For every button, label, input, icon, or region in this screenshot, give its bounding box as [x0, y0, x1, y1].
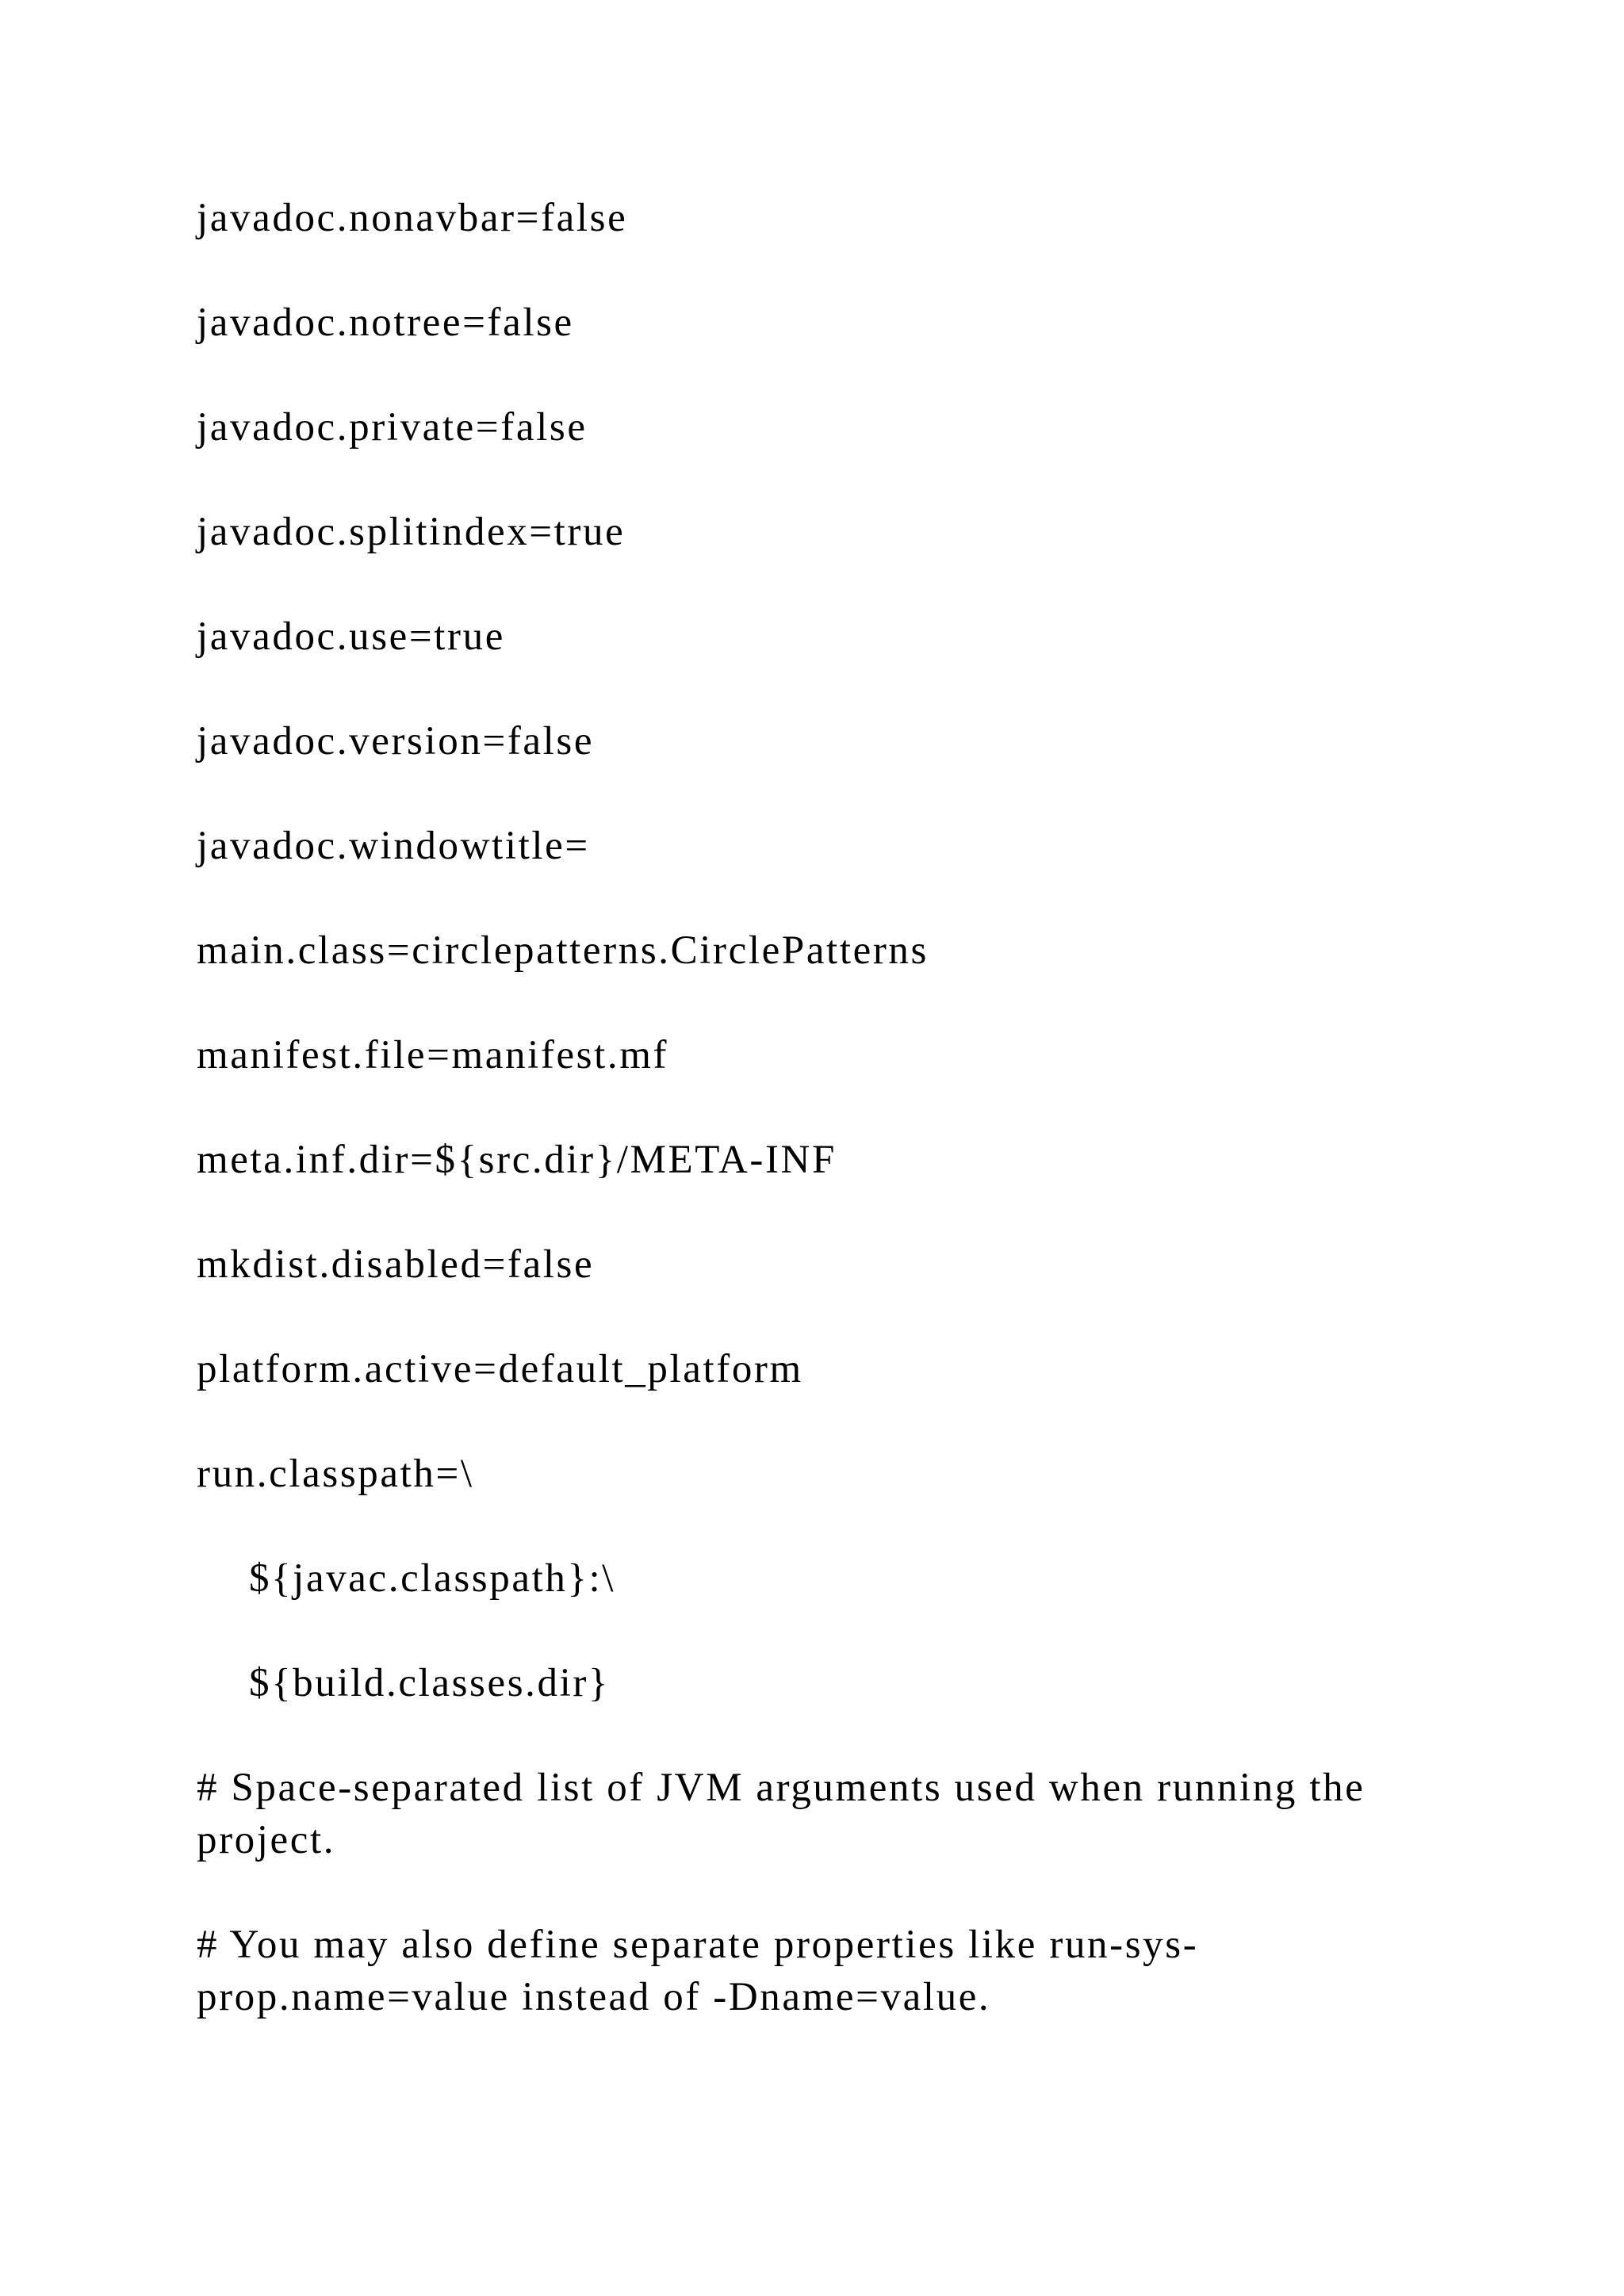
- property-line: javadoc.private=false: [197, 405, 588, 450]
- document-body: [197, 192, 1465, 2076]
- property-line: run.classpath=\: [197, 1452, 474, 1496]
- property-continuation-line: ${build.classes.dir}: [249, 1661, 611, 1705]
- property-line: javadoc.version=false: [197, 719, 595, 763]
- property-line: javadoc.nonavbar=false: [197, 196, 628, 240]
- property-line: platform.active=default_platform: [197, 1347, 803, 1391]
- comment-line: # You may also define separate properties like run-sys-prop.name=value instead of -Dname=value.: [197, 1923, 1199, 2019]
- property-line: javadoc.windowtitle=: [197, 824, 590, 868]
- property-line: manifest.file=manifest.mf: [197, 1033, 669, 1077]
- property-line: meta.inf.dir=${src.dir}/META-INF: [197, 1138, 837, 1182]
- comment-line: # Space-separated list of JVM arguments used when running the project.: [197, 1766, 1365, 1862]
- property-line: javadoc.splitindex=true: [197, 510, 626, 554]
- property-line: javadoc.notree=false: [197, 300, 574, 345]
- property-line: mkdist.disabled=false: [197, 1242, 595, 1287]
- property-continuation-line: ${javac.classpath}:\: [249, 1556, 616, 1601]
- property-line: javadoc.use=true: [197, 614, 505, 659]
- property-line: main.class=circlepatterns.CirclePatterns: [197, 928, 929, 973]
